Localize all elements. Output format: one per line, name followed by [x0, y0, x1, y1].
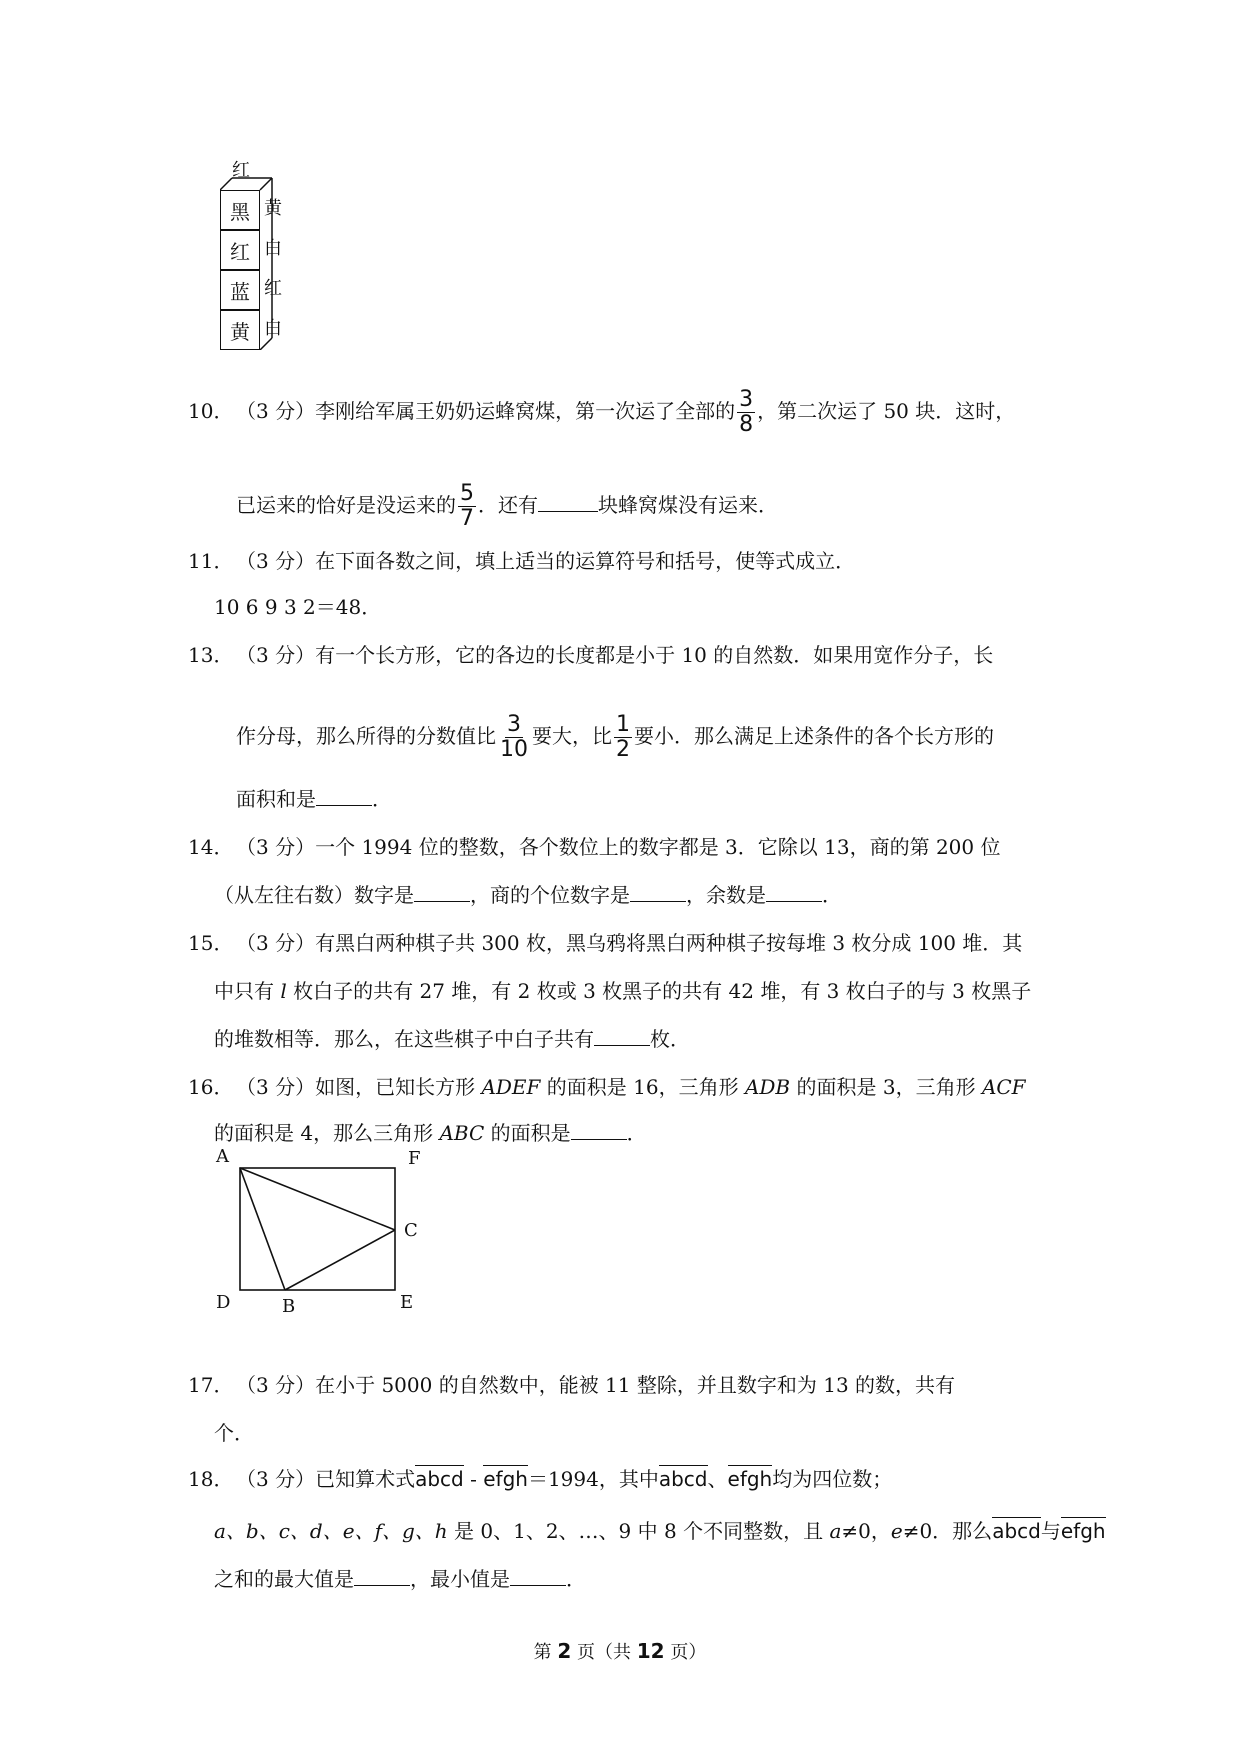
fraction-3-10: $\frac{3}{10}$ [500, 712, 528, 762]
q18-text-1c: 均为四位数； [772, 1467, 893, 1491]
page-total: 12 [636, 1639, 665, 1663]
q10-text-4: ．还有 [478, 493, 538, 517]
q18-text-2c: ≠0．那么 [902, 1519, 993, 1543]
q18-text-1b: ＝1994，其中 [527, 1467, 659, 1491]
label-a: A [216, 1146, 229, 1167]
cube-face-3: 蓝 [220, 270, 260, 310]
q15-text: （3 分）有黑白两种棋子共 300 枚，黑乌鸦将黑白两种棋子按每堆 3 枚分成 100 堆．其 [236, 931, 1023, 955]
q13-text-5: 面积和是 [236, 787, 316, 811]
q17-text: （3 分）在小于 5000 的自然数中，能被 11 整除，并且数字和为 13 的数，共有 [236, 1373, 956, 1397]
answer-blank[interactable] [510, 1567, 566, 1586]
q13-text: （3 分）有一个长方形，它的各边的长度都是小于 10 的自然数．如果用宽作分子，长 [236, 643, 994, 667]
q18-text-3a: 之和的最大值是 [214, 1567, 354, 1591]
question-13-line-1 [188, 642, 993, 668]
q10-text-5: 块蜂窝煤没有运来． [598, 493, 778, 517]
question-11-line-1 [188, 548, 855, 574]
q16-text-1c: 的面积是 3，三角形 [790, 1075, 982, 1099]
question-13-line-2 [236, 713, 994, 762]
answer-blank[interactable] [630, 883, 686, 902]
q13-text-6: ． [372, 787, 392, 811]
page-footer [0, 1638, 1240, 1664]
cube-face-2: 红 [220, 230, 260, 270]
answer-blank[interactable] [354, 1567, 410, 1586]
answer-blank[interactable] [538, 493, 598, 512]
answer-blank[interactable] [766, 883, 822, 902]
answer-blank[interactable] [414, 883, 470, 902]
footer-post: 页） [664, 1642, 707, 1663]
question-18-number: 18． [188, 1467, 234, 1491]
question-10-number: 10． [188, 399, 234, 423]
fraction-3-8: $\frac{3}{8}$ [739, 387, 754, 437]
cube-figure [220, 160, 290, 350]
overline-efgh-2: efgh [727, 1467, 773, 1491]
q16-acf: ACF [981, 1075, 1026, 1099]
q14-text-2b: ，商的个位数字是 [470, 883, 630, 907]
question-16-line-1 [188, 1074, 1026, 1100]
label-c: C [404, 1220, 418, 1241]
question-10-line-1 [188, 388, 1015, 437]
q18-text-2b: ≠0， [841, 1519, 891, 1543]
label-e: E [400, 1292, 414, 1313]
cube-face-1: 黑 [220, 190, 260, 230]
q10-text-2: ，第二次运了 50 块．这时， [757, 399, 1016, 423]
question-17-number: 17． [188, 1373, 234, 1397]
q15-text-2b: 枚白子的共有 27 堆，有 2 枚或 3 枚黑子的共有 42 堆，有 3 枚白子的与 3 枚黑子 [286, 979, 1032, 1003]
q10-text: （3 分）李刚给军属王奶奶运蜂窝煤，第一次运了全部的 [236, 399, 736, 423]
overline-efgh-3: efgh [1060, 1519, 1106, 1543]
q18-cond-e: e [890, 1519, 903, 1543]
overline-abcd: abcd [415, 1467, 464, 1491]
q13-text-4: 要小．那么满足上述条件的各个长方形的 [634, 724, 994, 748]
q16-text-2b: 的面积是 [484, 1121, 571, 1145]
answer-blank[interactable] [594, 1027, 650, 1046]
question-17-line-1 [188, 1372, 955, 1398]
q18-text-3b: ，最小值是 [410, 1567, 510, 1591]
footer-mid: 页（共 [571, 1642, 637, 1663]
q10-text-3: 已运来的恰好是没运来的 [236, 493, 456, 517]
question-10-line-2 [236, 482, 778, 531]
q16-text-1a: （3 分）如图，已知长方形 [236, 1075, 482, 1099]
question-18-line-2 [214, 1518, 1106, 1544]
question-13-number: 13． [188, 643, 234, 667]
overline-abcd-3: abcd [992, 1519, 1041, 1543]
q14-text-2a: （从左往右数）数字是 [214, 883, 414, 907]
label-f: F [408, 1148, 421, 1169]
q11-text: （3 分）在下面各数之间，填上适当的运算符号和括号，使等式成立． [236, 549, 856, 573]
q18-cond-a: a [829, 1519, 842, 1543]
fraction-5-7: $\frac{5}{7}$ [460, 481, 474, 531]
question-16-line-2 [214, 1120, 647, 1146]
question-15-line-3 [214, 1026, 690, 1052]
answer-blank[interactable] [571, 1121, 627, 1140]
q13-text-3: 要大，比 [532, 724, 612, 748]
q16-adb: ADB [744, 1075, 791, 1099]
cube-side-4: 白 [264, 318, 282, 339]
label-d: D [216, 1292, 231, 1313]
q18-sep: 、 [707, 1467, 728, 1491]
question-18-line-3 [214, 1566, 586, 1592]
question-16-number: 16． [188, 1075, 234, 1099]
question-15-line-1 [188, 930, 1022, 956]
q18-vars: a、b、c、d、e、f、g、h [214, 1519, 448, 1543]
rectangle-figure [210, 1146, 430, 1332]
q14-text-2c: ，余数是 [686, 883, 766, 907]
q17-text-2: 个． [214, 1421, 254, 1445]
label-b: B [282, 1296, 296, 1317]
q16-text-2a: 的面积是 4，那么三角形 [214, 1121, 440, 1145]
q18-yu: 与 [1040, 1519, 1061, 1543]
q18-text-1a: （3 分）已知算术式 [236, 1467, 416, 1491]
cube-face-4: 黄 [220, 310, 260, 350]
q15-text-3b: 枚． [650, 1027, 690, 1051]
fraction-1-2: $\frac{1}{2}$ [616, 712, 630, 762]
question-11-number: 11． [188, 549, 234, 573]
question-15-number: 15． [188, 931, 234, 955]
cube-side-3: 红 [264, 278, 282, 299]
rectangle-diagram [210, 1152, 430, 1332]
q18-text-3c: ． [566, 1567, 586, 1591]
q14-text: （3 分）一个 1994 位的整数，各个数位上的数字都是 3．它除以 13，商的第 200 位 [236, 835, 1001, 859]
q16-text-1b: 的面积是 16，三角形 [540, 1075, 745, 1099]
q16-abc: ABC [439, 1121, 485, 1145]
overline-efgh: efgh [483, 1467, 528, 1491]
footer-pre: 第 [533, 1642, 558, 1663]
question-18-line-1 [188, 1466, 892, 1492]
question-17-line-2 [214, 1420, 254, 1446]
question-13-line-3 [236, 786, 392, 812]
cube-side-1: 黄 [264, 198, 282, 219]
q16-adef: ADEF [481, 1075, 541, 1099]
q15-text-3a: 的堆数相等．那么，在这些棋子中白子共有 [214, 1027, 594, 1051]
q18-minus: - [463, 1467, 484, 1491]
page-number: 2 [557, 1639, 572, 1663]
question-14-line-2 [214, 882, 842, 908]
question-14-line-1 [188, 834, 1000, 860]
cube-side-2: 白 [264, 238, 282, 259]
answer-blank[interactable] [316, 787, 372, 806]
question-11-line-2 [214, 594, 381, 620]
q15-text-2a: 中只有 [214, 979, 281, 1003]
q11-equation: 10 6 9 3 2＝48． [214, 595, 382, 619]
q18-text-2a: 是 0、1、2、…、9 中 8 个不同整数，且 [447, 1519, 830, 1543]
cube-top-label: 红 [232, 160, 250, 181]
q14-text-2d: ． [822, 883, 842, 907]
question-14-number: 14． [188, 835, 234, 859]
q15-l-var: l [280, 979, 287, 1003]
question-15-line-2 [214, 978, 1031, 1004]
q13-text-2: 作分母，那么所得的分数值比 [236, 724, 496, 748]
overline-abcd-2: abcd [658, 1467, 708, 1491]
q16-text-2c: ． [626, 1121, 647, 1145]
